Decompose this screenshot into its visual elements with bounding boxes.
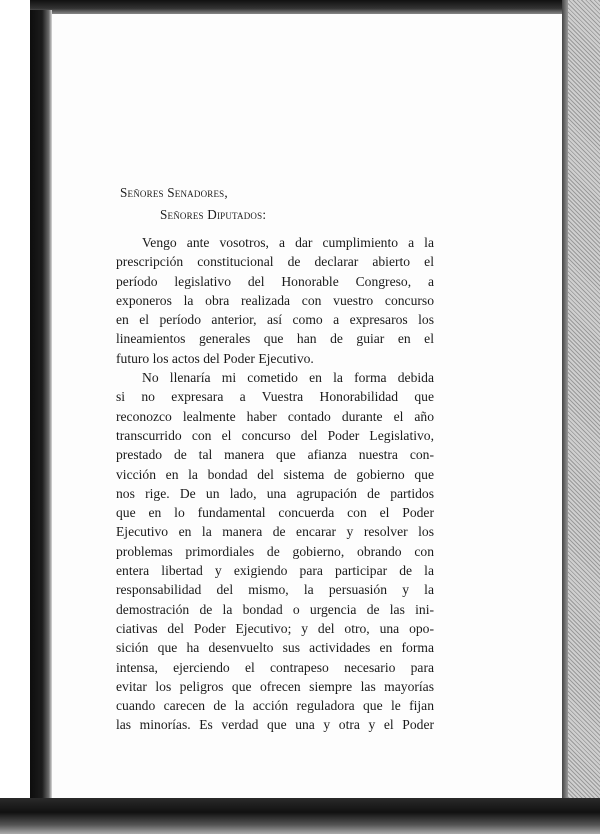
- text-line: evitar los peligros que ofrecen siempre las mayorías: [116, 678, 434, 694]
- text-line: en el período anterior, así como a expresaros los: [116, 312, 434, 328]
- text-line: demostración de la bondad o urgencia de las ini-: [116, 601, 434, 617]
- text-line: No llenaría mi cometido en la forma debida: [142, 370, 434, 386]
- text-line: sición que ha desenvuelto sus actividades en forma: [116, 640, 434, 656]
- text-line: ciativas del Poder Ejecutivo; y del otro, una opo-: [116, 620, 434, 636]
- text-line: entera libertad y exigiendo para participar de la: [116, 563, 434, 579]
- scan-edge-top: [30, 0, 575, 14]
- text-line: Ejecutivo en la manera de encarar y resolver los: [116, 524, 434, 540]
- text-line: lineamientos generales que han de guiar en el: [116, 331, 434, 347]
- scan-edge-bottom: [0, 798, 600, 834]
- body-text: [116, 233, 434, 735]
- text-line: período legislativo del Honorable Congreso, a: [116, 273, 434, 289]
- text-line: vicción en la bondad del sistema de gobierno que: [116, 466, 434, 482]
- text-line: responsabilidad del mismo, la persuasión y la: [116, 582, 434, 598]
- text-line: intensa, ejerciendo el contrapeso necesario para: [116, 659, 434, 675]
- salutation-senators: Señores Senadores,: [120, 185, 228, 200]
- text-line: que en lo fundamental concuerda con el Poder: [116, 505, 434, 521]
- text-line: Vengo ante vosotros, a dar cumplimiento a la: [142, 235, 434, 250]
- left-margin: [0, 0, 30, 800]
- scan-edge-right: [562, 0, 600, 834]
- text-line: las minorías. Es verdad que una y otra y el Poder: [116, 717, 434, 733]
- text-line: prescripción constitucional de declarar abierto el: [116, 254, 434, 270]
- scan-edge-left: [30, 10, 52, 802]
- text-line: reconozco lealmente haber contado durante el año: [116, 408, 434, 424]
- salutation-deputies: Señores Diputados:: [160, 207, 267, 222]
- text-line: exponeros la obra realizada con vuestro concurso: [116, 292, 434, 308]
- text-line: cuando carecen de la acción reguladora que le fijan: [116, 698, 434, 714]
- text-line: futuro los actos del Poder Ejecutivo.: [116, 350, 314, 366]
- paragraph: [116, 368, 434, 735]
- text-line: si no expresara a Vuestra Honorabilidad que: [116, 389, 434, 405]
- paragraph: [116, 233, 434, 368]
- text-line: problemas primordiales de gobierno, obrando con: [116, 543, 434, 559]
- text-line: nos rige. De un lado, una agrupación de partidos: [116, 485, 434, 501]
- text-line: transcurrido con el concurso del Poder Legislativo,: [116, 427, 434, 443]
- text-line: prestado de tal manera que afianza nuestra con-: [116, 447, 434, 463]
